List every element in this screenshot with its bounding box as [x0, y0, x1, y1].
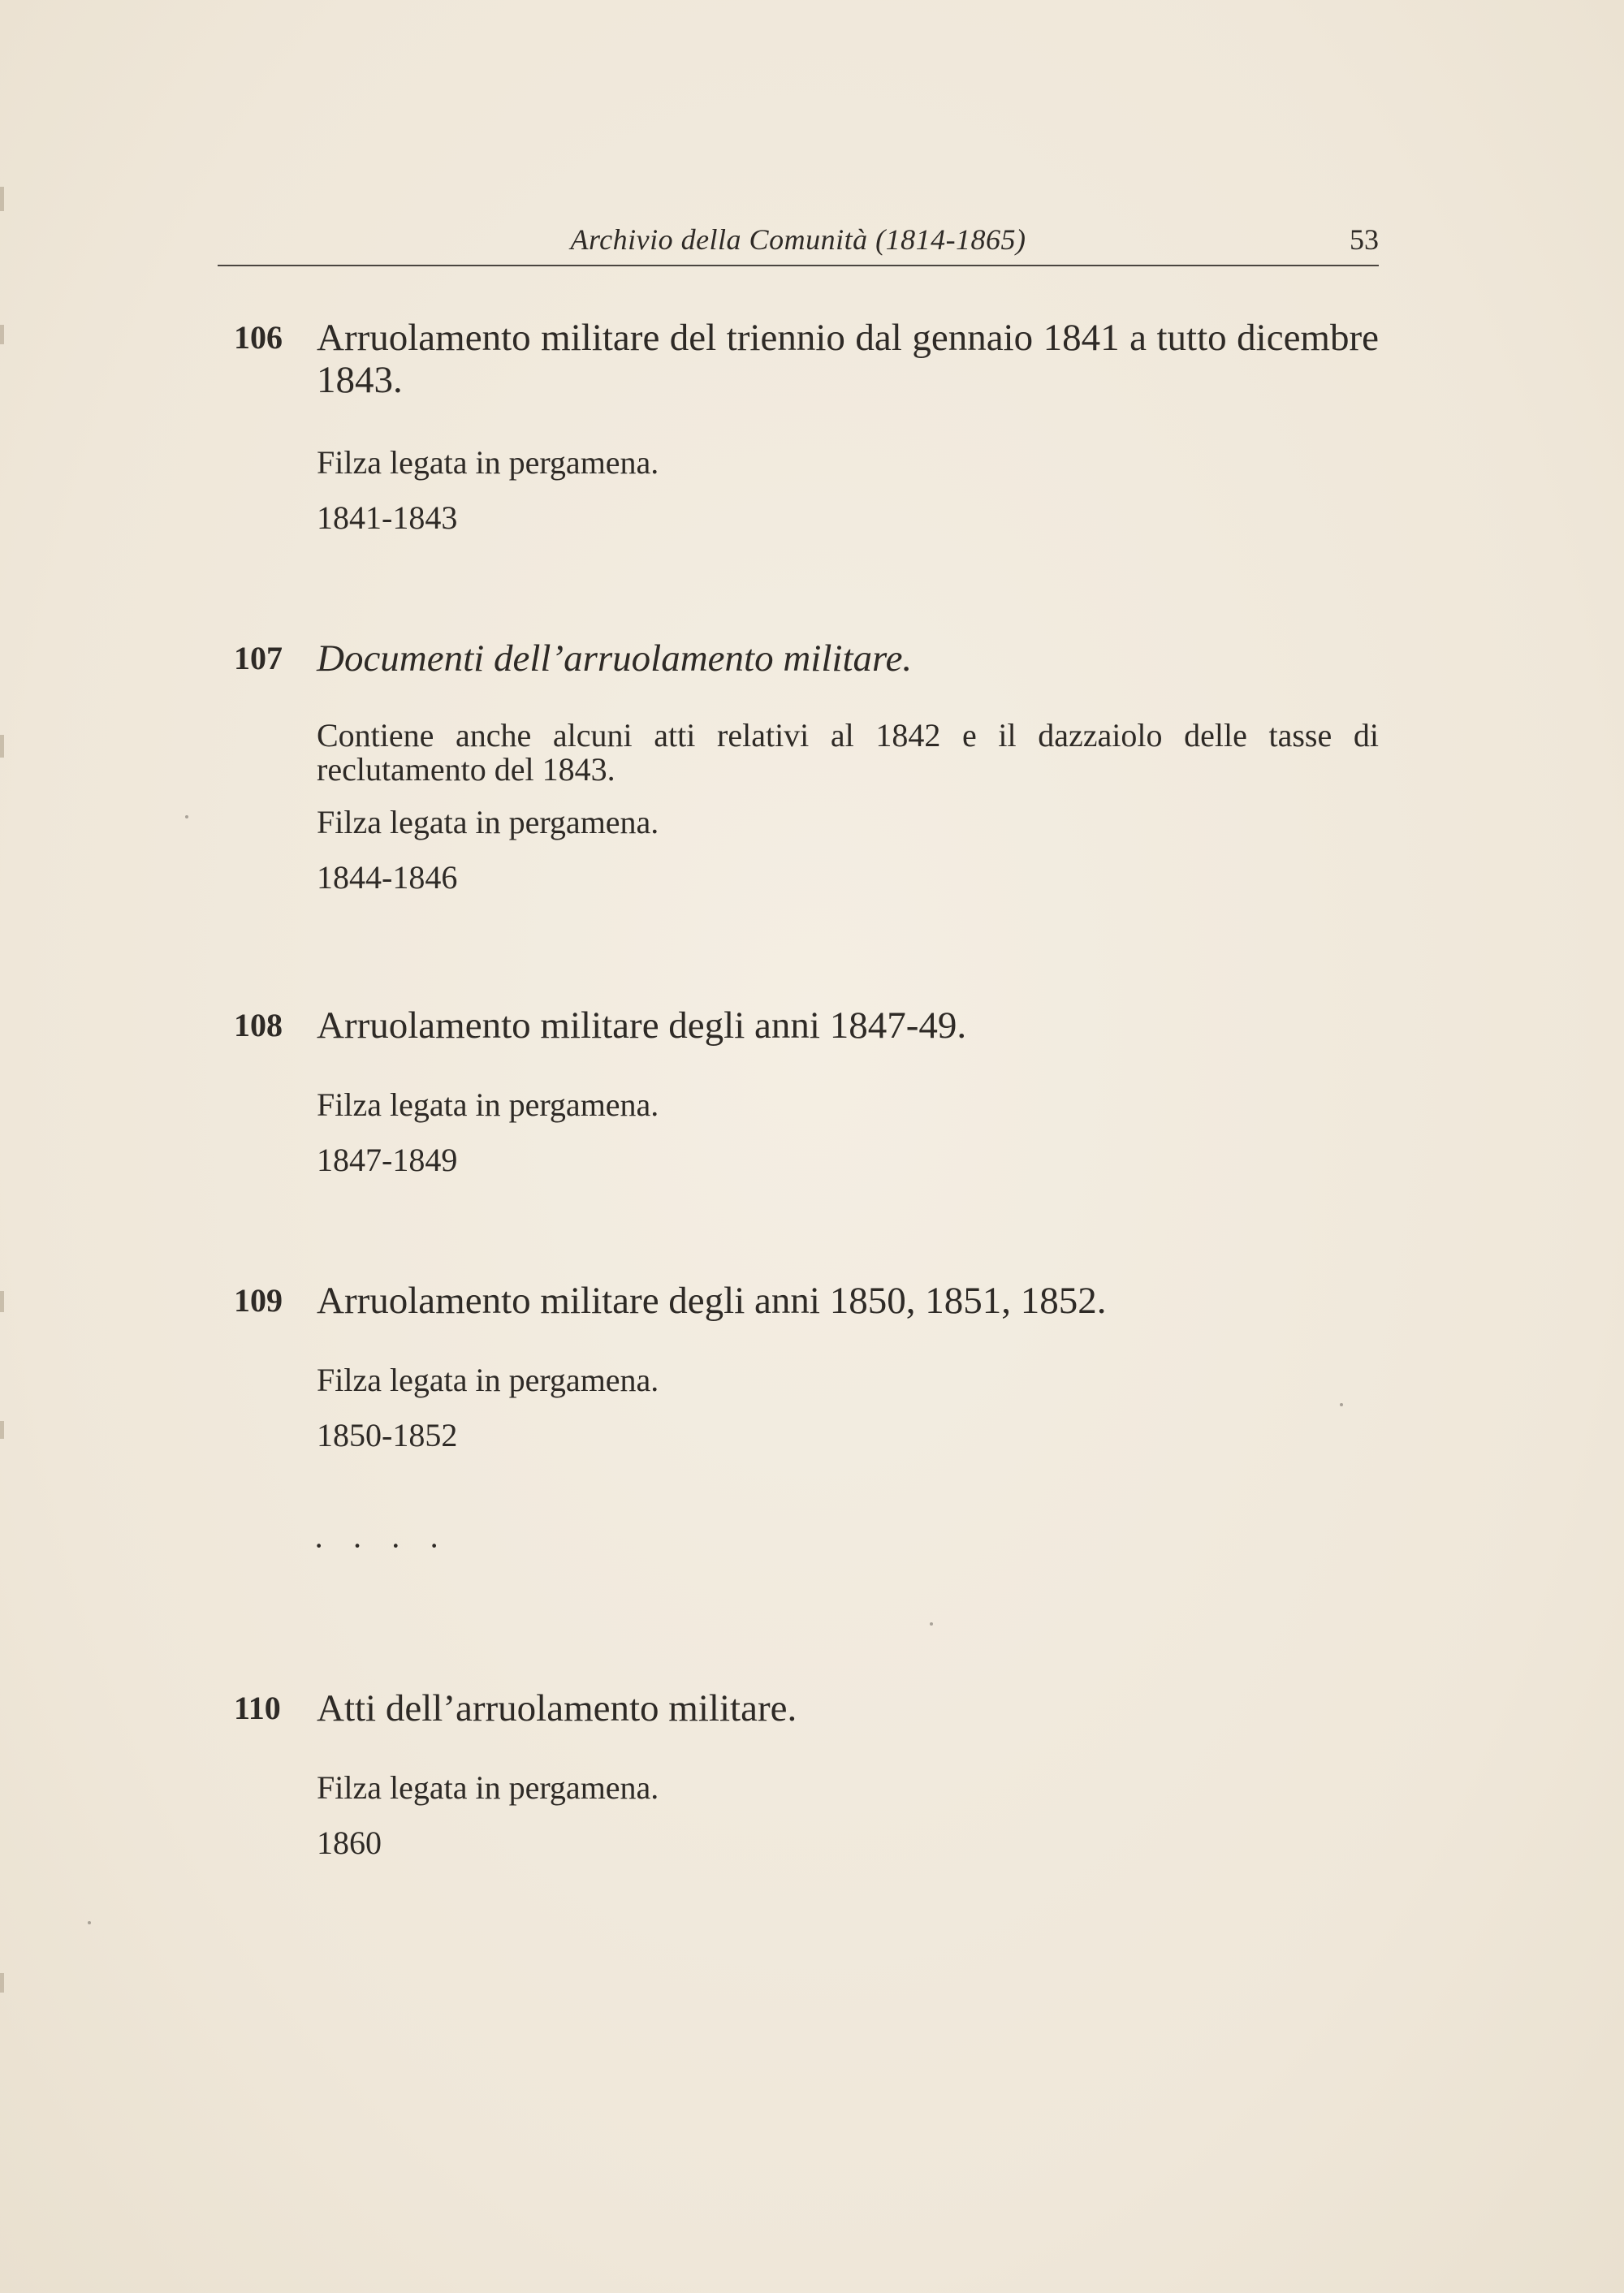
page-number: 53: [1350, 223, 1379, 256]
running-header: [218, 219, 1379, 266]
entry-dates: 1841-1843: [317, 499, 458, 536]
entry-note: Contiene anche alcuni atti relativi al 1842 e il dazzaiolo delle tasse di reclutamento del 1843.: [317, 717, 1379, 788]
entry-body: [317, 637, 1379, 897]
paper-speck: [930, 1622, 933, 1626]
entry-number: 108: [234, 1007, 283, 1043]
entry-binding: Filza legata in pergamena.: [317, 444, 659, 481]
edge-wear: [0, 1291, 4, 1312]
paper-speck: [185, 815, 188, 818]
entry-body: [317, 1004, 1379, 1180]
omission-dots: · · · ·: [313, 1527, 450, 1564]
entry-title: Arruolamento militare degli anni 1850, 1851, 1852.: [317, 1280, 1107, 1322]
entry-title: Atti dell’arruolamento militare.: [317, 1687, 797, 1729]
entry-title: Arruolamento militare del triennio dal gennaio 1841 a tutto dicembre 1843.: [317, 317, 1379, 401]
entry-binding: Filza legata in pergamena.: [317, 1769, 659, 1806]
entry-binding: Filza legata in pergamena.: [317, 1086, 659, 1123]
entry-dates: 1860: [317, 1824, 382, 1861]
entry-number: 106: [234, 319, 283, 356]
edge-wear: [0, 735, 4, 758]
entry-number: 110: [234, 1690, 281, 1726]
running-title: Archivio della Comunità (1814-1865): [570, 223, 1026, 256]
edge-wear: [0, 1421, 4, 1439]
edge-wear: [0, 325, 4, 344]
edge-wear: [0, 187, 4, 211]
entry-title: Arruolamento militare degli anni 1847-49.: [317, 1004, 967, 1047]
entry-dates: 1850-1852: [317, 1417, 458, 1453]
entry-dates: 1844-1846: [317, 859, 458, 896]
entry-binding: Filza legata in pergamena.: [317, 1362, 659, 1398]
entry-binding: Filza legata in pergamena.: [317, 804, 659, 840]
entry-dates: 1847-1849: [317, 1142, 458, 1178]
entry-title: Documenti dell’arruolamento militare.: [317, 637, 913, 680]
paper-speck: [1340, 1403, 1343, 1406]
edge-wear: [0, 1973, 4, 1993]
entry-body: [317, 1280, 1379, 1455]
entry-number: 107: [234, 640, 283, 676]
entry-body: [317, 317, 1379, 538]
entry-body: [317, 1687, 1379, 1863]
paper-speck: [88, 1921, 91, 1924]
entry-number: 109: [234, 1282, 283, 1319]
